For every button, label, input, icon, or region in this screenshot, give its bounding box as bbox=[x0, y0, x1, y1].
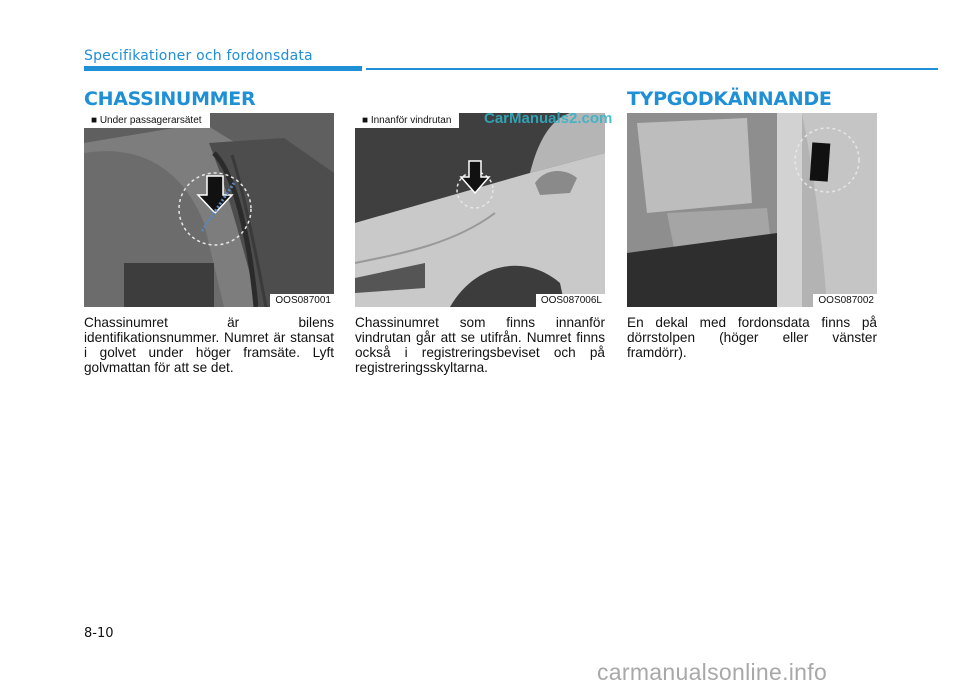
page-number: 8-10 bbox=[84, 626, 114, 641]
image-caption-tag: ■ Under passagerarsätet bbox=[84, 113, 210, 128]
body-text-typgodkannande: En dekal med fordonsdata finns på dörrstolpen (höger eller vänster framdörr). bbox=[627, 315, 877, 360]
windshield-illustration bbox=[355, 113, 605, 307]
body-text-windshield: Chassinumret som finns innanför vindrutan går att se utifrån. Numret finns också i registreringsbeviset och på registreringsskyltarna. bbox=[355, 315, 605, 375]
image-caption-tag: ■ Innanför vindrutan bbox=[355, 113, 459, 128]
image-code: OOS087001 bbox=[270, 294, 334, 307]
image-code: OOS087002 bbox=[813, 294, 877, 307]
section-title-typgodkannande: TYPGODKÄNNANDE bbox=[627, 88, 832, 110]
photo-door-pillar bbox=[627, 113, 877, 307]
header-accent-bar bbox=[84, 66, 362, 71]
watermark: CarManuals2.com bbox=[484, 110, 613, 127]
header-section-title: Specifikationer och fordonsdata bbox=[84, 48, 313, 64]
photo-windshield bbox=[355, 113, 605, 307]
image-code: OOS087006L bbox=[536, 294, 605, 307]
footer-watermark: carmanualsonline.info bbox=[597, 659, 828, 685]
vehicle-data-label bbox=[810, 142, 831, 181]
seat-floor-illustration bbox=[84, 113, 334, 307]
section-title-chassinummer: CHASSINUMMER bbox=[84, 88, 256, 110]
photo-under-seat bbox=[84, 113, 334, 307]
header-rule bbox=[366, 68, 938, 70]
body-text-chassinummer: Chassinumret är bilens identifikationsnummer. Numret är stansat i golvet under höger framsäte. Lyft golvmattan för att se det. bbox=[84, 315, 334, 375]
door-pillar-illustration bbox=[627, 113, 877, 307]
